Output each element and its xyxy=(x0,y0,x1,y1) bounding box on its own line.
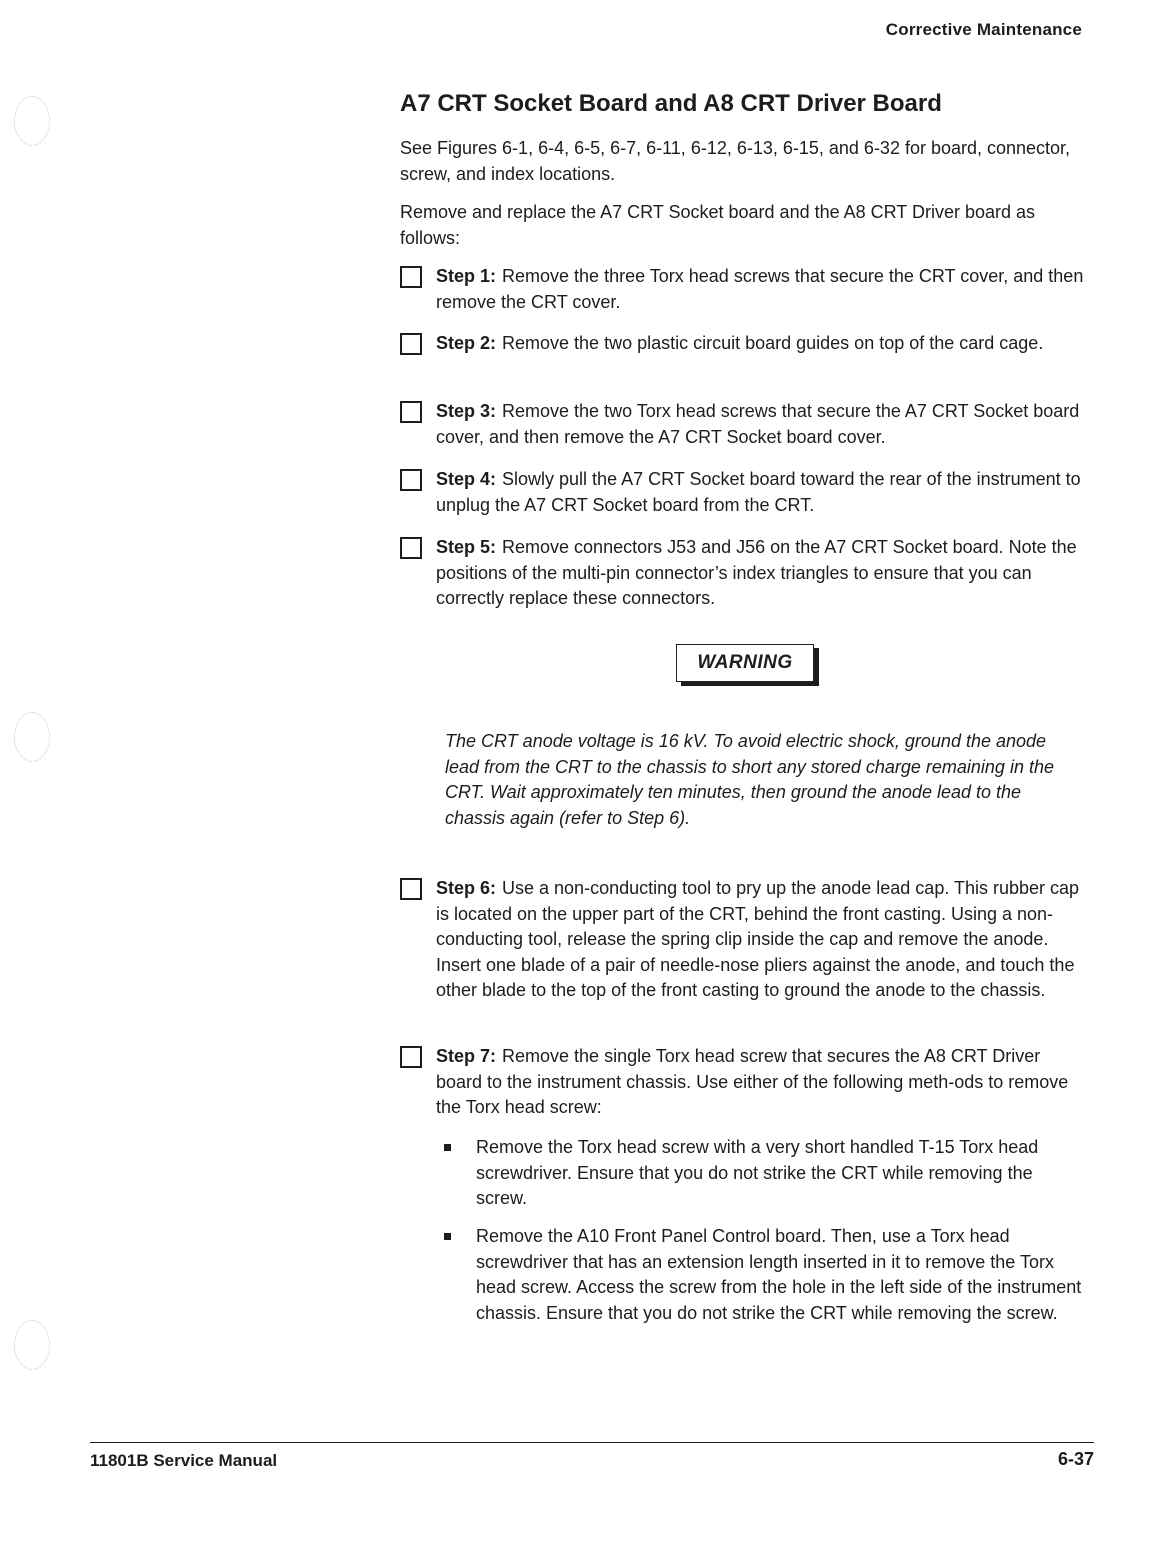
step-label: Step 2: xyxy=(436,333,497,353)
square-bullet-icon xyxy=(444,1233,451,1240)
step-item xyxy=(400,535,1090,612)
checkbox-icon[interactable] xyxy=(400,401,422,423)
checkbox-icon[interactable] xyxy=(400,537,422,559)
step-text: Remove the two plastic circuit board guides on top of the card cage. xyxy=(502,333,1044,353)
bullet-text: Remove the A10 Front Panel Control board. Then, use a Torx head screwdriver that has an extension length inserted in it to remove the Torx head screw. Access the screw from the hole in the left side of the instrument chassis. Ensure that you do not strike the CRT while removing the screw. xyxy=(476,1226,1082,1323)
binder-hole-mark xyxy=(14,712,50,762)
step-text: Use a non-conducting tool to pry up the anode lead cap. This rubber cap is located on the upper part of the CRT, behind the front casting. Using a non-conducting tool, release the spring clip inside the cap and remove the anode. Insert one blade of a pair of needle-nose pliers against the anode, and touch the other blade to the top of the front casting to ground the anode to the chassis. xyxy=(436,878,1080,1000)
step-label: Step 7: xyxy=(436,1046,497,1066)
footer-divider xyxy=(90,1442,1094,1443)
step-item xyxy=(400,264,1090,315)
step-text: Remove the single Torx head screw that secures the A8 CRT Driver board to the instrument chassis. Use either of the following meth-ods to remove the Torx head screw: xyxy=(436,1046,1069,1117)
bullet-item xyxy=(444,1135,1084,1212)
step-text: Remove the three Torx head screws that secure the CRT cover, and then remove the CRT cover. xyxy=(436,266,1084,312)
intro-paragraph: Remove and replace the A7 CRT Socket board and the A8 CRT Driver board as follows: xyxy=(400,202,1036,248)
checkbox-icon[interactable] xyxy=(400,333,422,355)
step-label: Step 4: xyxy=(436,469,497,489)
step-label: Step 3: xyxy=(436,401,497,421)
step-item xyxy=(400,399,1090,450)
bullet-text: Remove the Torx head screw with a very short handled T-15 Torx head screwdriver. Ensure that you do not strike the CRT while removing the screw. xyxy=(476,1137,1039,1208)
step-text: Slowly pull the A7 CRT Socket board toward the rear of the instrument to unplug the A7 CRT Socket board from the CRT. xyxy=(436,469,1081,515)
checkbox-icon[interactable] xyxy=(400,266,422,288)
warning-text: The CRT anode voltage is 16 kV. To avoid electric shock, ground the anode lead from the CRT to the chassis to short any stored charge remaining in the CRT. Wait approximately ten minutes, then ground the anode lead to the chassis again (refer to Step 6). xyxy=(445,731,1054,828)
step-item xyxy=(400,1044,1090,1121)
bullet-item xyxy=(444,1224,1084,1326)
step-text: Remove the two Torx head screws that secure the A7 CRT Socket board cover, and then remove the A7 CRT Socket board cover. xyxy=(436,401,1080,447)
manual-title: 11801B Service Manual xyxy=(90,1451,278,1470)
page-number: 6-37 xyxy=(1057,1449,1094,1469)
binder-hole-mark xyxy=(14,96,50,146)
warning-label: WARNING xyxy=(676,644,814,682)
step-label: Step 1: xyxy=(436,266,497,286)
checkbox-icon[interactable] xyxy=(400,469,422,491)
binder-hole-mark xyxy=(14,1320,50,1370)
step-label: Step 5: xyxy=(436,537,497,557)
square-bullet-icon xyxy=(444,1144,451,1151)
step-text: Remove connectors J53 and J56 on the A7 CRT Socket board. Note the positions of the multi-pin connector’s index triangles to ensure that you can correctly replace these connectors. xyxy=(436,537,1077,608)
section-title: A7 CRT Socket Board and A8 CRT Driver Board xyxy=(400,90,942,117)
checkbox-icon[interactable] xyxy=(400,1046,422,1068)
running-header: Corrective Maintenance xyxy=(885,20,1082,39)
step-item xyxy=(400,331,1090,357)
step-label: Step 6: xyxy=(436,878,497,898)
intro-paragraph: See Figures 6-1, 6-4, 6-5, 6-7, 6-11, 6-12, 6-13, 6-15, and 6-32 for board, connector, screw, and index locations. xyxy=(400,138,1071,184)
step-item xyxy=(400,467,1090,518)
step-item xyxy=(400,876,1090,1004)
checkbox-icon[interactable] xyxy=(400,878,422,900)
